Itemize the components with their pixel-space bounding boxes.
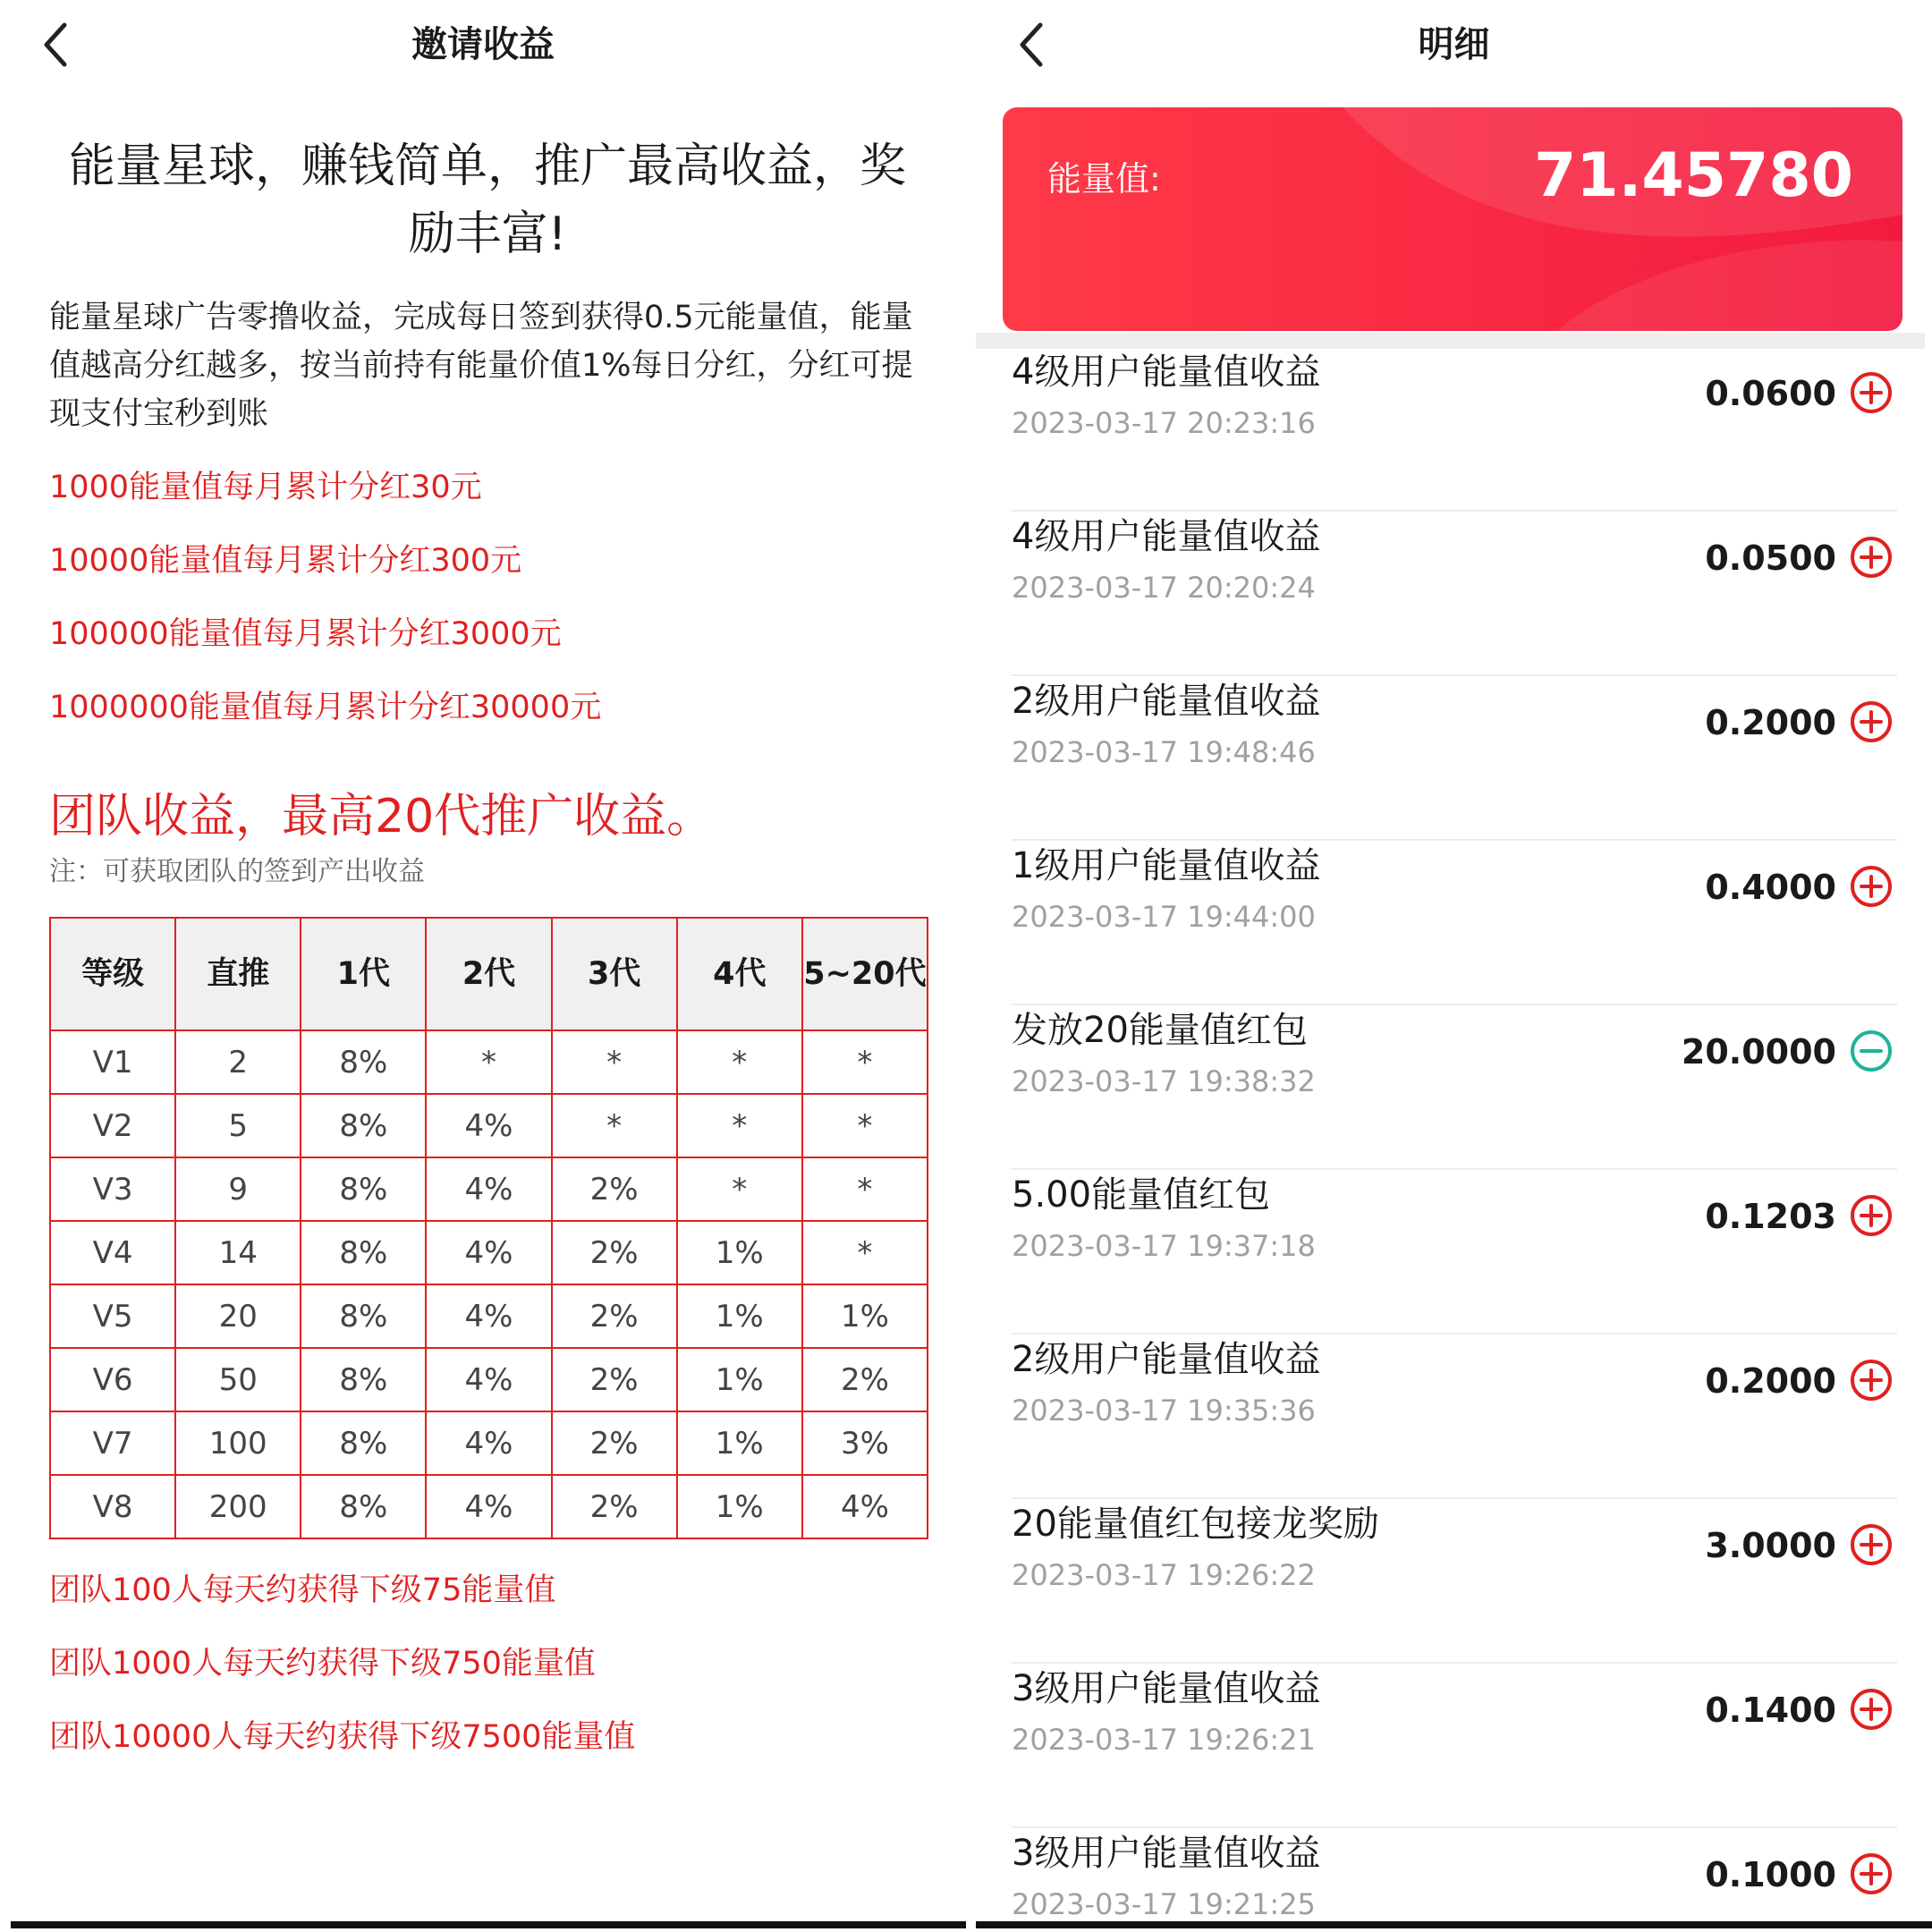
table-cell: 8% [301,1157,426,1221]
record-amount: 0.1400 [1705,1690,1836,1730]
record-time: 2023-03-17 19:35:36 [1012,1394,1316,1428]
table-row [50,1411,928,1475]
record-title: 2级用户能量值收益 [1012,1339,1321,1380]
plus-circle-icon[interactable] [1849,864,1894,909]
record-title: 20能量值红包接龙奖励 [1012,1504,1379,1545]
record-time: 2023-03-17 19:38:32 [1012,1064,1316,1098]
record-amount: 0.2000 [1705,703,1836,742]
table-cell: 4% [426,1221,551,1284]
table-cell: 8% [301,1094,426,1157]
table-cell: 2% [552,1284,677,1348]
plus-circle-icon[interactable] [1849,1852,1894,1896]
dividend-line: 1000能量值每月累计分红30元 [49,470,482,505]
record-title: 1级用户能量值收益 [1012,845,1321,886]
table-cell: V1 [50,1030,175,1094]
table-cell: * [802,1094,928,1157]
table-cell: 8% [301,1030,426,1094]
table-header-cell: 2代 [426,918,551,1030]
energy-balance-label: 能量值: [1047,159,1161,199]
table-cell: 9 [175,1157,301,1221]
table-cell: V6 [50,1348,175,1411]
table-cell: 50 [175,1348,301,1411]
table-cell: * [677,1030,802,1094]
list-item[interactable] [1012,839,1897,1005]
record-amount: 0.1000 [1705,1855,1836,1894]
record-time: 2023-03-17 19:48:46 [1012,735,1316,769]
bottom-divider [976,1921,1932,1928]
headline: 能量星球，赚钱简单，推广最高收益，奖励丰富! [68,140,906,261]
table-row [50,1030,928,1094]
record-title: 3级用户能量值收益 [1012,1668,1321,1709]
table-cell: * [426,1030,551,1094]
table-row [50,1284,928,1348]
list-item[interactable] [1012,510,1897,676]
table-cell: * [802,1221,928,1284]
table-cell: V7 [50,1411,175,1475]
table-header-cell: 等级 [50,918,175,1030]
table-cell: 200 [175,1475,301,1538]
record-title: 4级用户能量值收益 [1012,516,1321,557]
page-title: 明细 [1418,24,1490,65]
record-time: 2023-03-17 20:23:16 [1012,406,1316,440]
minus-circle-icon[interactable] [1849,1029,1894,1073]
table-cell: 1% [677,1348,802,1411]
table-cell: 4% [426,1411,551,1475]
record-amount: 0.1203 [1705,1197,1836,1236]
table-header-cell: 直推 [175,918,301,1030]
table-cell: 1% [802,1284,928,1348]
table-cell: * [552,1030,677,1094]
table-cell: 2 [175,1030,301,1094]
list-item[interactable] [1012,1168,1897,1335]
table-cell: * [802,1157,928,1221]
plus-circle-icon[interactable] [1849,1687,1894,1732]
table-row [50,1475,928,1538]
table-cell: 8% [301,1411,426,1475]
plus-circle-icon[interactable] [1849,1522,1894,1567]
record-amount: 0.0600 [1705,374,1836,413]
table-cell: 2% [552,1348,677,1411]
table-cell: V4 [50,1221,175,1284]
plus-circle-icon[interactable] [1849,535,1894,580]
table-cell: 4% [426,1348,551,1411]
table-cell: 1% [677,1221,802,1284]
plus-circle-icon[interactable] [1849,370,1894,415]
table-cell: 14 [175,1221,301,1284]
energy-balance-value: 71.45780 [1533,140,1853,211]
record-title: 4级用户能量值收益 [1012,352,1321,393]
table-cell: 4% [426,1094,551,1157]
list-item[interactable] [1012,1333,1897,1499]
table-cell: 2% [552,1411,677,1475]
intro-text: 能量星球广告零撸收益，完成每日签到获得0.5元能量值，能量值越高分红越多，按当前持有能量价值1%每日分红，分红可提现支付宝秒到账 [49,300,913,432]
team-reward-line: 团队1000人每天约获得下级750能量值 [49,1646,596,1682]
page-title: 邀请收益 [411,24,555,65]
details-screen [976,0,1932,1932]
table-cell: 8% [301,1475,426,1538]
table-cell: V2 [50,1094,175,1157]
record-time: 2023-03-17 19:21:25 [1012,1887,1316,1921]
record-amount: 3.0000 [1705,1526,1836,1565]
table-header-row [50,918,928,1030]
table-cell: 100 [175,1411,301,1475]
table-header-cell: 4代 [677,918,802,1030]
table-cell: 4% [802,1475,928,1538]
list-item[interactable] [1012,1826,1897,1932]
record-title: 5.00能量值红包 [1012,1174,1271,1216]
table-cell: 5 [175,1094,301,1157]
table-cell: 1% [677,1411,802,1475]
team-earnings-note: 注：可获取团队的签到产出收益 [49,856,425,887]
table-cell: * [802,1030,928,1094]
table-header-cell: 3代 [552,918,677,1030]
table-cell: 4% [426,1475,551,1538]
team-reward-line: 团队10000人每天约获得下级7500能量值 [49,1719,636,1755]
record-title: 发放20能量值红包 [1012,1010,1308,1051]
record-time: 2023-03-17 19:26:22 [1012,1558,1316,1592]
record-time: 2023-03-17 19:26:21 [1012,1723,1316,1757]
table-cell: * [552,1094,677,1157]
record-amount: 0.2000 [1705,1361,1836,1401]
table-cell: 20 [175,1284,301,1348]
team-reward-line: 团队100人每天约获得下级75能量值 [49,1572,556,1608]
record-time: 2023-03-17 19:44:00 [1012,900,1316,934]
top-bar [0,0,966,89]
list-item[interactable] [1012,1662,1897,1828]
top-bar [976,0,1932,89]
list-item[interactable] [1012,1497,1897,1664]
table-cell: 8% [301,1348,426,1411]
table-cell: V5 [50,1284,175,1348]
record-title: 3级用户能量值收益 [1012,1833,1321,1874]
record-time: 2023-03-17 19:37:18 [1012,1229,1316,1263]
list-item[interactable] [1012,345,1897,512]
table-cell: 1% [677,1475,802,1538]
record-amount: 0.4000 [1705,868,1836,907]
table-cell: 3% [802,1411,928,1475]
record-amount: 0.0500 [1705,538,1836,578]
record-amount: 20.0000 [1681,1032,1836,1072]
table-cell: 2% [552,1157,677,1221]
dividend-line: 100000能量值每月累计分红3000元 [49,616,562,652]
record-time: 2023-03-17 20:20:24 [1012,571,1316,605]
table-header-cell: 1代 [301,918,426,1030]
table-cell: * [677,1157,802,1221]
plus-circle-icon[interactable] [1849,699,1894,744]
table-cell: V8 [50,1475,175,1538]
dividend-line: 1000000能量值每月累计分红30000元 [49,690,602,725]
table-cell: 2% [552,1221,677,1284]
list-item[interactable] [1012,674,1897,841]
list-item[interactable] [1012,1004,1897,1170]
plus-circle-icon[interactable] [1849,1358,1894,1402]
table-cell: 4% [426,1284,551,1348]
bottom-divider [11,1921,966,1928]
dividend-line: 10000能量值每月累计分红300元 [49,543,522,579]
table-cell: 1% [677,1284,802,1348]
table-row [50,1348,928,1411]
table-cell: 4% [426,1157,551,1221]
table-cell: V3 [50,1157,175,1221]
table-cell: 8% [301,1284,426,1348]
record-title: 2级用户能量值收益 [1012,681,1321,722]
table-cell: 8% [301,1221,426,1284]
table-row [50,1221,928,1284]
team-earnings-title: 团队收益，最高20代推广收益。 [49,790,714,843]
plus-circle-icon[interactable] [1849,1193,1894,1238]
table-header-cell: 5~20代 [802,918,928,1030]
table-cell: * [677,1094,802,1157]
table-row [50,1157,928,1221]
table-cell: 2% [802,1348,928,1411]
level-commission-table [49,917,928,1539]
table-cell: 2% [552,1475,677,1538]
table-row [50,1094,928,1157]
